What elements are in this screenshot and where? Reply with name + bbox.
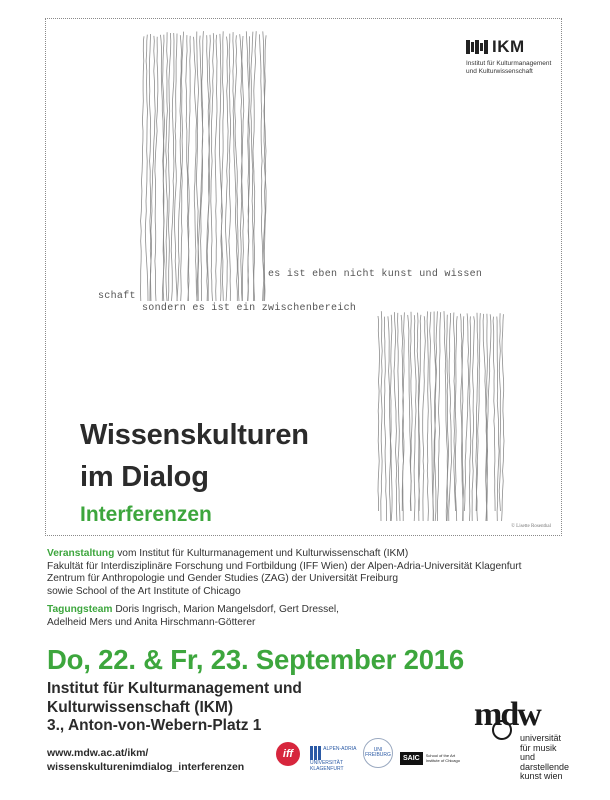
- pencil-line: [226, 37, 229, 301]
- mdw-mark: [474, 696, 574, 733]
- pencil-line: [166, 32, 168, 301]
- pencil-line: [168, 33, 171, 301]
- saic-text: School of the Art Institute of Chicago: [425, 753, 460, 763]
- mdw-line1: universität: [520, 733, 562, 743]
- mdw-logo: [474, 696, 574, 782]
- pencil-line: [493, 317, 495, 511]
- pencil-line: [145, 35, 148, 301]
- veranstaltung-label: Veranstaltung: [47, 548, 115, 559]
- pencil-line: [464, 313, 468, 511]
- pencil-line: [502, 314, 504, 521]
- pencil-line: [497, 317, 499, 522]
- ikm-wordmark: IKM: [492, 37, 525, 56]
- team-line2: Adelheid Mers und Anita Hirschmann-Götterer: [47, 616, 256, 628]
- event-venue: [47, 680, 302, 736]
- pencil-line: [141, 36, 145, 301]
- pencil-line: [469, 316, 470, 521]
- pencil-line: [175, 34, 178, 302]
- ikm-subtitle-line1: Institut für Kulturmanagement: [466, 60, 552, 67]
- venue-line3: 3., Anton-von-Webern-Platz 1: [47, 717, 262, 734]
- saic-logo: [400, 748, 466, 768]
- pencil-line: [427, 311, 428, 521]
- pencil-line: [155, 37, 158, 301]
- pencil-line: [381, 311, 382, 521]
- ikm-subtitle-line2: und Kulturwissenschaft: [466, 68, 533, 75]
- veranstaltung-line2: Fakultät für Interdisziplinäre Forschung und Fortbildung (IFF Wien) der Alpen-Adria-Universität Klagenfurt: [47, 560, 522, 572]
- artwork-text-line2-right: sondern es ist ein zwischenbereich: [142, 303, 357, 314]
- veranstaltung-line4: sowie School of the Art Institute of Chicago: [47, 585, 241, 597]
- pencil-line: [455, 316, 457, 521]
- pencil-line: [472, 316, 474, 521]
- pencil-line: [398, 313, 400, 521]
- event-info: [47, 548, 567, 629]
- team-line1: [47, 604, 567, 617]
- aau-logo-text: ALPEN-ADRIA UNIVERSITÄT KLAGENFURT: [310, 746, 357, 772]
- ikm-logo: [466, 37, 562, 76]
- artwork-text-line2-left: schaft: [98, 291, 136, 302]
- pencil-line: [449, 313, 452, 521]
- title-subtitle: Interferenzen: [80, 503, 212, 526]
- mdw-line2: für musik und: [520, 742, 557, 762]
- pencil-line: [211, 33, 214, 301]
- pencil-line: [433, 311, 438, 521]
- pencil-line: [171, 33, 174, 301]
- pencil-line: [384, 317, 386, 521]
- veranstaltung-text: vom Institut für Kulturmanagement und Kulturwissenschaft (IKM): [114, 548, 409, 559]
- title-line2: im Dialog: [80, 461, 209, 493]
- veranstaltung-line1: [47, 548, 567, 561]
- veranstaltung-line3: Zentrum für Anthropologie und Gender Studies (ZAG) der Universität Freiburg: [47, 573, 399, 584]
- pencil-line: [378, 316, 379, 511]
- event-links: [47, 746, 244, 774]
- pencil-line: [438, 312, 441, 521]
- pencil-line: [394, 312, 397, 521]
- pencil-line: [260, 34, 264, 301]
- aau-logo: [310, 746, 366, 772]
- iff-logo: iff: [276, 742, 300, 766]
- mdw-line4: kunst wien: [520, 771, 563, 781]
- pencil-line: [499, 313, 500, 511]
- saic-box: SAIC: [400, 752, 423, 765]
- pencil-line: [150, 36, 155, 301]
- uni-freiburg-logo: UNI FREIBURG: [363, 738, 393, 768]
- mdw-circle-icon: [492, 720, 512, 740]
- poster-artwork-frame: [45, 18, 562, 536]
- pencil-line: [251, 32, 254, 301]
- venue-line2: Kulturwissenschaft (IKM): [47, 698, 234, 716]
- pencil-line: [423, 316, 426, 521]
- pencil-line: [391, 315, 393, 521]
- mdw-line3: darstellende: [520, 761, 570, 772]
- venue-line1: Institut für Kulturmanagement und: [47, 680, 302, 697]
- link-line2[interactable]: wissenskulturenimdialog_interferenzen: [47, 761, 245, 773]
- team-text: Doris Ingrisch, Marion Mangelsdorf, Gert Dressel,: [112, 604, 339, 615]
- link-line1[interactable]: www.mdw.ac.at/ikm/: [47, 747, 149, 759]
- team-label: Tagungsteam: [47, 604, 113, 615]
- mdw-subtitle: [520, 734, 574, 782]
- pencil-line: [388, 316, 391, 521]
- artwork-credit: © Lisette Rosenthal: [511, 524, 551, 529]
- event-date: Do, 22. & Fr, 23. September 2016: [47, 644, 464, 675]
- pencil-line: [215, 35, 217, 301]
- pencil-line: [410, 312, 412, 511]
- title-line1: Wissenskulturen: [80, 419, 309, 451]
- artwork-text-line1: es ist eben nicht kunst und wissen: [268, 269, 483, 280]
- mdw-wordmark: mdw: [474, 696, 540, 733]
- ikm-subtitle: [466, 60, 562, 76]
- ikm-mark-icon: [466, 40, 488, 54]
- pencil-line: [414, 315, 416, 521]
- pencil-line: [403, 312, 405, 521]
- pencil-line: [229, 34, 231, 301]
